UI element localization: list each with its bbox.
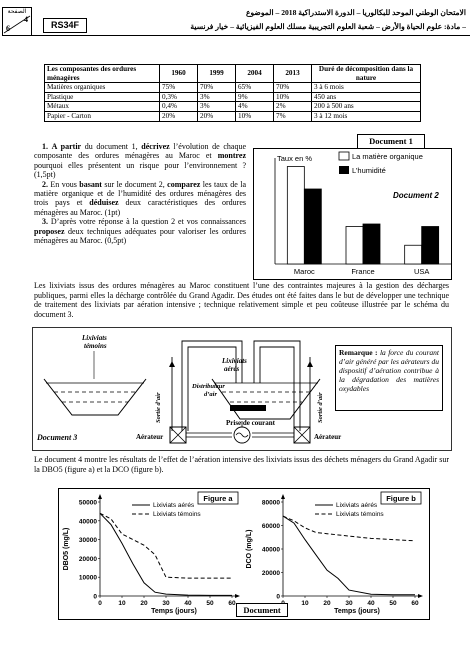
document-4-label: Document	[236, 603, 288, 617]
question-text: deux caractéristiques des ordures ménagères au Maroc. (1pt)	[34, 198, 246, 217]
legend-swatch-organic	[339, 152, 349, 160]
x-tick-label: France	[351, 267, 375, 276]
legend-label: Lixiviats aérés	[153, 502, 195, 509]
series-line-aerated	[100, 513, 232, 595]
x-tick-label: 10	[118, 600, 126, 607]
document-2-label: Document 2	[393, 191, 439, 200]
question-text: du document 1,	[81, 142, 142, 151]
air-outlet-arrow-right	[307, 361, 313, 367]
x-tick-label: 60	[411, 600, 419, 607]
question-number: 2.	[42, 179, 48, 189]
aerated-leachate-label	[221, 357, 247, 373]
air-outlet-label-left: Sortie d’air	[155, 392, 162, 423]
x-tick-label: 40	[367, 600, 375, 607]
document-3-label: Document 3	[37, 433, 78, 442]
table-cell: Plastique	[45, 92, 160, 102]
question-text: deux techniques adéquates pour valoriser les ordures ménagères au Maroc. (0,5pt)	[34, 226, 246, 246]
legend-label: Lixiviats aérés	[336, 502, 378, 509]
figure-title: Figure b	[386, 494, 416, 503]
question-1	[34, 142, 246, 180]
y-tick-label: 0	[276, 593, 280, 601]
table-cell: 4%	[236, 102, 274, 112]
document-2-bar-chart	[253, 148, 453, 280]
page-number: 4	[24, 15, 28, 24]
aerated-basin	[212, 379, 320, 419]
y-axis-label: Taux en %	[277, 154, 313, 163]
results-paragraph: Le document 4 montre les résultats de l’effet de l’aération intensive des lixiviats issus des déchets ménagers du Grand Agadir sur la DBO5 (figure a) et la DCO (figure b).	[34, 455, 449, 474]
air-outlet-label-right: Sortie d’air	[317, 392, 324, 423]
air-outlet-arrow-left	[169, 361, 175, 367]
question-text: D’après votre réponse à la question 2 et vos connaissances	[48, 217, 246, 227]
table-cell: 0,3%	[160, 92, 198, 102]
remark-box	[335, 345, 443, 411]
figure-a-dbo5-chart	[60, 490, 245, 615]
y-tick-label: 60000	[261, 523, 280, 530]
y-tick-label: 20000	[78, 555, 97, 563]
legend-label-organic: La matière organique	[352, 152, 423, 161]
control-basin	[44, 379, 146, 415]
page-fraction-slash	[2, 7, 32, 35]
label-line: Lixiviats	[82, 334, 107, 342]
bar-france-organic	[346, 227, 363, 265]
x-axis-arrow	[235, 594, 240, 598]
air-distributor	[230, 405, 266, 411]
x-axis-arrow	[418, 594, 423, 598]
x-tick-label: USA	[413, 267, 430, 276]
table-cell: 70%	[198, 83, 236, 93]
label-line: d’air	[204, 391, 217, 398]
x-axis-label: Temps (jours)	[334, 608, 380, 615]
figure-b-dco-chart	[243, 490, 428, 615]
bar-usa-organic	[405, 245, 422, 264]
table-cell: 0,4%	[160, 102, 198, 112]
table-header: 2013	[274, 65, 312, 83]
bar-maroc-organic	[287, 167, 304, 265]
table-header: Les composantes des ordures ménagères	[45, 65, 160, 83]
table-header: 1999	[198, 65, 236, 83]
table-header: Duré de décomposition dans la nature	[312, 65, 421, 83]
exam-code: RS34F	[43, 18, 87, 33]
label-line: Distributeur	[192, 383, 225, 390]
question-keyword: déduisez	[89, 198, 119, 208]
context-paragraph: Les lixiviats issus des ordures ménagères au Maroc constituent l’une des contraintes majeures à la gestion des décharges publiques, parmi elles la décharge contrôlée du Grand Agadir. Des études ont été faites dans le but de développer une technique de traitement des lixiviats par aération intensive ; technique relativement simple et peu coûteuse illustrée par le schéma du document 3.	[34, 281, 449, 319]
remark-text: la force du courant d’air généré par les aérateurs du dispositif d’aération contribue à la dégradation des matières oxydables	[339, 348, 440, 393]
question-keyword: A partir	[51, 142, 82, 151]
aerator-cross	[170, 427, 186, 443]
x-tick-label: 10	[301, 600, 309, 607]
table-cell: Papier - Carton	[45, 111, 160, 121]
question-keyword: décrivez	[141, 142, 170, 151]
table-cell: 2%	[274, 102, 312, 112]
x-axis-label: Temps (jours)	[151, 608, 197, 615]
questions-block	[34, 142, 246, 245]
x-tick-label: 50	[206, 600, 214, 607]
x-tick-label: Maroc	[293, 267, 315, 276]
table-cell: Métaux	[45, 102, 160, 112]
page-label: الصفحة	[7, 9, 27, 15]
x-tick-label: 20	[140, 600, 148, 607]
header-line1: الامتحان الوطني الموحد للبكالوريا – الدورة الاستدراكية 2018 – الموضوع	[245, 8, 466, 17]
header-rule	[2, 35, 470, 36]
y-axis-arrow	[98, 494, 102, 499]
y-tick-label: 50000	[78, 499, 97, 507]
question-keyword: comparez	[167, 179, 201, 189]
y-tick-label: 10000	[78, 574, 97, 582]
bar-maroc-humidity	[304, 189, 321, 264]
y-tick-label: 40000	[261, 546, 280, 554]
document-1-label: Document 1	[357, 134, 425, 149]
x-tick-label: 50	[389, 600, 397, 607]
question-3	[34, 217, 246, 245]
y-axis-label: DCO (mg/L)	[246, 529, 253, 569]
remark-title: Remarque :	[339, 348, 378, 357]
table-cell: 70%	[274, 83, 312, 93]
series-line-aerated	[283, 516, 415, 595]
table-cell: 9%	[236, 92, 274, 102]
table-cell: 200 à 500 ans	[312, 102, 421, 112]
series-line-control	[100, 513, 232, 578]
table-header: 1960	[160, 65, 198, 83]
y-tick-label: 30000	[78, 537, 97, 545]
question-keyword: proposez	[34, 226, 65, 236]
label-line: témoins	[84, 342, 107, 350]
table-row	[45, 83, 421, 93]
x-tick-label: 30	[345, 600, 353, 607]
aerator-label-right: Aérateur	[314, 433, 342, 441]
control-leachate-label	[81, 334, 107, 350]
figure-title: Figure a	[203, 494, 233, 503]
table-row	[45, 92, 421, 102]
table-cell: 65%	[236, 83, 274, 93]
question-text: pourquoi elles présentent un risque pour l’environnement ? (1,5pt)	[34, 160, 246, 180]
question-2	[34, 180, 246, 218]
table-cell: 20%	[198, 111, 236, 121]
table-cell: 3 à 12 mois	[312, 111, 421, 121]
table-cell: 75%	[160, 83, 198, 93]
table-cell: 3%	[198, 92, 236, 102]
question-number: 3.	[42, 217, 48, 227]
page-total: 6	[6, 24, 10, 33]
x-tick-label: 20	[323, 600, 331, 607]
question-keyword: basant	[79, 179, 102, 189]
y-tick-label: 40000	[78, 518, 97, 526]
table-row	[45, 102, 421, 112]
table-row	[45, 111, 421, 121]
table-cell: 10%	[274, 92, 312, 102]
question-number: 1.	[42, 142, 48, 151]
y-tick-label: 20000	[261, 570, 280, 577]
label-line: Lixiviats	[222, 357, 247, 365]
bar-usa-humidity	[422, 227, 439, 265]
legend-label: Lixiviats témoins	[153, 511, 201, 518]
header-line2: – مادة: علوم الحياة والأرض – شعبة العلوم التجريبية مسلك العلوم الفيزيائية – خيار فرنسية	[190, 22, 466, 31]
power-outlet-label: Prise de courant	[226, 419, 275, 427]
aerator-cross	[294, 427, 310, 443]
x-tick-label: 30	[162, 600, 170, 607]
table-cell: 3 à 6 mois	[312, 83, 421, 93]
y-tick-label: 0	[93, 593, 97, 601]
question-text: En vous	[48, 179, 80, 189]
table-cell: 3%	[198, 102, 236, 112]
y-axis-label: DBO5 (mg/L)	[63, 527, 70, 571]
table-header: 2004	[236, 65, 274, 83]
question-text: les taux de la matière organique et de l’humidité des ordures ménagères des trois pays et	[34, 179, 246, 208]
y-axis-arrow	[281, 494, 285, 499]
aerator-label-left: Aérateur	[136, 433, 164, 441]
table-cell: 10%	[236, 111, 274, 121]
table-cell: 450 ans	[312, 92, 421, 102]
question-text: sur le document 2,	[101, 179, 168, 189]
bar-france-humidity	[363, 224, 380, 264]
x-tick-label: 0	[98, 600, 102, 607]
x-tick-label: 40	[184, 600, 192, 607]
table-cell: 20%	[160, 111, 198, 121]
question-text: l’évolution de chaque composante des ordures ménagères au Maroc et	[34, 142, 247, 161]
legend-swatch-humidity	[339, 166, 349, 174]
question-keyword: montrez	[217, 151, 246, 161]
waste-composition-table	[44, 64, 421, 122]
x-tick-label: 60	[228, 600, 236, 607]
label-line: aérés	[224, 365, 240, 373]
legend-label-humidity: L’humidité	[352, 166, 386, 175]
table-header-row	[45, 65, 421, 83]
legend-label: Lixiviats témoins	[336, 511, 384, 518]
table-cell: 7%	[274, 111, 312, 121]
table-cell: Matières organiques	[45, 83, 160, 93]
y-tick-label: 80000	[261, 499, 280, 507]
